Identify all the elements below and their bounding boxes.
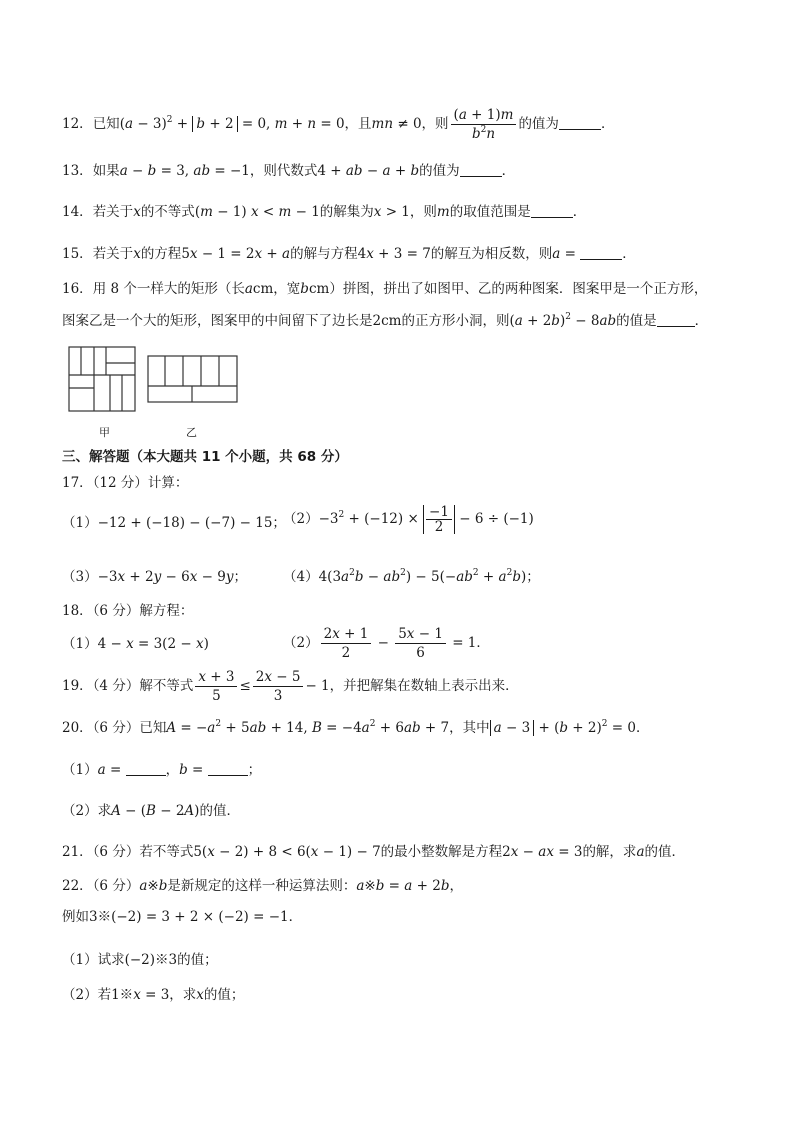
- figure-yi: [147, 355, 239, 405]
- question-text: 的解与方程: [290, 246, 358, 262]
- question-16-line-1: 16．用 8 个一样大的矩形（长acm，宽bcm）拼图，拼出了如图甲、乙的两种图案．图案甲是一个正方形，: [62, 281, 708, 297]
- question-text: 的解，求: [582, 844, 637, 860]
- fraction: $\frac{5x - 1}{6}$: [395, 625, 446, 662]
- question-20-part-2: [62, 801, 240, 821]
- punctuation: ．: [572, 204, 587, 220]
- question-number: 21．: [62, 844, 93, 860]
- question-text: 的解集为: [319, 204, 374, 220]
- punctuation: ；: [233, 569, 247, 585]
- question-text: ，则: [409, 204, 437, 220]
- part-label: （2）若: [62, 987, 112, 1003]
- question-text: 的值是: [616, 313, 657, 329]
- answer-blank-b[interactable]: [208, 761, 248, 776]
- part-label: （1）: [62, 762, 98, 778]
- part-label: （2）: [283, 635, 319, 651]
- math-expression: 4x + 3 = 7: [357, 246, 431, 262]
- fraction: $\frac{2x - 5}{3}$: [253, 668, 304, 705]
- question-number: 16．: [62, 281, 93, 297]
- question-number: 20．: [62, 720, 93, 736]
- figure-jia: [68, 346, 138, 414]
- question-number: 22．: [62, 878, 93, 894]
- question-22-example: 例如3※(−2) = 3 + 2 × (−2) = −1．: [62, 909, 303, 925]
- question-14: 14．若关于x的不等式(m − 1) x < m − 1的解集为x > 1，则m的取值范围是 ．: [62, 204, 587, 220]
- question-12: [62, 106, 614, 143]
- part-label: （3）: [62, 569, 98, 585]
- question-score: （6 分）: [92, 878, 140, 894]
- math-expression: 5(x − 2) + 8 < 6(x − 1) − 7: [193, 844, 381, 860]
- question-text: 的值；: [177, 952, 218, 968]
- fraction: $\frac{x + 3}{5}$: [195, 668, 237, 705]
- math-expression: A − (B − 2A): [111, 803, 200, 819]
- question-22-part-1: [62, 950, 218, 970]
- punctuation: ．: [476, 635, 490, 651]
- punctuation: ．: [622, 246, 636, 262]
- question-text: 若关于: [92, 204, 134, 220]
- math-expression: −12 + (−18) − (−7) − 15: [97, 515, 273, 531]
- question-18: [62, 601, 193, 621]
- question-text: ，宽: [273, 281, 301, 297]
- math-expression: $4(3a^2b - ab^2) - 5(-ab^2 + a^2b)$: [318, 568, 527, 585]
- answer-blank[interactable]: [559, 115, 601, 130]
- fraction: $\frac{(a + 1)m}{b^2n}$: [451, 106, 517, 143]
- question-text: 已知: [139, 720, 167, 736]
- question-score: （4 分）: [92, 678, 140, 694]
- question-17-part-1: [62, 513, 286, 533]
- question-text: ，则代数式: [249, 163, 318, 179]
- question-number: 14．: [62, 204, 93, 220]
- math-expression: (−2)※3: [124, 952, 178, 968]
- question-score: （6 分）: [92, 844, 140, 860]
- question-19: 19．（4 分）解不等式 $\frac{x + 3}{5}$ ≤ $\frac{2x - 5}{3}$ − 1，并把解集在数轴上表示出来．: [62, 669, 519, 704]
- part-label: （1）: [62, 636, 98, 652]
- math-expression: $(a + 2b)^2 - 8ab$: [509, 312, 617, 329]
- question-text: 的正方形小洞，则: [401, 313, 510, 329]
- answer-blank[interactable]: [657, 312, 695, 327]
- question-text: 的取值范围是: [449, 204, 531, 220]
- math-expression: 4 + ab − a + b: [317, 163, 420, 179]
- question-text: ，则: [421, 116, 449, 132]
- punctuation: ；: [526, 569, 540, 585]
- question-number: 13．: [62, 163, 93, 179]
- question-score: （12 分）: [92, 475, 148, 491]
- math-expression: 4 − x = 3(2 − x): [97, 636, 209, 652]
- question-number: 17．: [62, 475, 93, 491]
- answer-blank[interactable]: [531, 203, 573, 218]
- math-expression: a※b = a + 2b: [356, 878, 450, 894]
- math-expression: 5x − 1 = 2x + a: [181, 246, 291, 262]
- punctuation: ，: [449, 878, 463, 894]
- math-expression: −3x + 2y − 6x − 9y: [97, 569, 234, 585]
- punctuation: ．: [501, 163, 516, 179]
- math-expression: $a - 3 + (b + 2)^2 = 0$: [490, 720, 636, 736]
- question-17: [62, 473, 188, 493]
- question-text: ，其中: [449, 720, 490, 736]
- question-text: 的值为: [518, 116, 559, 132]
- question-text: 解不等式: [139, 678, 194, 694]
- math-expression: (m − 1) x < m − 1: [194, 204, 320, 220]
- math-expression: $-3^2 + (-12)$ × $\frac{-1}{2}$ − 6 ÷ (−1): [318, 504, 534, 535]
- question-number: 19．: [62, 678, 93, 694]
- punctuation: ；: [272, 515, 286, 531]
- figure-label-yi: 乙: [186, 426, 197, 439]
- question-text: 是新规定的这样一种运算法则：: [167, 878, 357, 894]
- question-text: ，求: [169, 987, 197, 1003]
- section-heading: 三、解答题（本大题共 11 个小题，共 68 分）: [62, 449, 348, 465]
- question-text: 的值．: [199, 803, 240, 819]
- question-number: 18．: [62, 603, 93, 619]
- question-22: [62, 876, 463, 896]
- punctuation: ，: [165, 762, 180, 778]
- question-text: 图案乙是一个大的矩形，图案甲的中间留下了边长是: [62, 313, 373, 329]
- question-text: 若不等式: [139, 844, 194, 860]
- answer-blank[interactable]: [580, 245, 622, 260]
- part-label: （4）: [283, 569, 319, 585]
- question-18-part-1: [62, 634, 209, 654]
- question-13: [62, 161, 515, 181]
- question-score: （6 分）: [92, 720, 140, 736]
- question-number: 15．: [62, 246, 93, 262]
- math-expression: 3※(−2) = 3 + 2 × (−2) = −1: [89, 909, 289, 925]
- question-text: ，并把解集在数轴上表示出来．: [329, 678, 519, 694]
- question-text: ）拼图，拼出了如图甲、乙的两种图案．图案甲是一个正方形，: [329, 281, 708, 297]
- question-20-part-1: （1）a = ，b = ；: [62, 762, 262, 778]
- question-text: 的值．: [644, 844, 685, 860]
- fraction: $\frac{2x + 1}{2}$: [321, 625, 372, 662]
- punctuation: ；: [247, 762, 262, 778]
- punctuation: ．: [694, 313, 709, 329]
- question-text: 的值为: [419, 163, 460, 179]
- answer-blank-a[interactable]: [126, 761, 166, 776]
- question-text: 的解互为相反数，则: [430, 246, 553, 262]
- part-label: （1）试求: [62, 952, 125, 968]
- question-text: ，且: [344, 116, 372, 132]
- question-score: （6 分）: [92, 603, 140, 619]
- question-text: 的方程: [140, 246, 182, 262]
- question-17-part-4: [283, 567, 540, 587]
- math-expression: 2x − ax = 3: [502, 844, 583, 860]
- question-text: 用 8 个一样大的矩形（长: [92, 281, 245, 297]
- math-expression: $A = -a^2 + 5ab + 14$, $B = -4a^2 + 6ab + 7$: [166, 719, 450, 736]
- question-text: 若关于: [92, 246, 134, 262]
- question-number: 12．: [62, 116, 93, 132]
- question-text: 已知: [92, 116, 120, 132]
- question-text: 解方程：: [139, 603, 194, 619]
- part-label: （1）: [62, 515, 98, 531]
- math-expression: a※b: [139, 878, 168, 894]
- math-expression: x > 1: [373, 204, 410, 220]
- question-text: 的最小整数解是方程: [380, 844, 503, 860]
- question-17-part-2: [283, 505, 534, 534]
- question-18-part-2: （2） $\frac{2x + 1}{2}$ − $\frac{5x - 1}{6}$ = 1．: [283, 626, 490, 661]
- question-text: 的不等式: [140, 204, 195, 220]
- question-22-part-2: （2）若1※x = 3，求x的值；: [62, 987, 245, 1003]
- part-label: （2）求: [62, 803, 112, 819]
- question-20: [62, 718, 649, 738]
- question-21: 21．（6 分）若不等式5(x − 2) + 8 < 6(x − 1) − 7的最小整数解是方程2x − ax = 3的解，求a的值．: [62, 844, 685, 860]
- question-text: 计算：: [147, 475, 189, 491]
- math-expression: a − b = 3, ab = −1: [119, 163, 250, 179]
- punctuation: ．: [635, 720, 650, 736]
- question-text: 例如: [62, 909, 89, 925]
- answer-blank[interactable]: [460, 162, 502, 177]
- question-17-part-3: [62, 567, 247, 587]
- question-16-line-2: 图案乙是一个大的矩形，图案甲的中间留下了边长是2cm的正方形小洞，则$(a + 2b)^2 - 8ab$的值是 ．: [62, 312, 709, 329]
- math-expression: mn ≠ 0: [371, 116, 422, 132]
- math-expression: 1※x = 3: [111, 987, 170, 1003]
- part-label: （2）: [283, 511, 319, 527]
- punctuation: ．: [600, 116, 615, 132]
- math-expression: $(a - 3)^2 + b + 2 = 0$, m + n = 0: [119, 115, 345, 132]
- question-text: 如果: [92, 163, 120, 179]
- figure-label-jia: 甲: [99, 426, 110, 439]
- question-text: 的值；: [203, 987, 245, 1003]
- question-15: 15．若关于x的方程5x − 1 = 2x + a的解与方程4x + 3 = 7的解互为相反数，则a = ．: [62, 246, 636, 262]
